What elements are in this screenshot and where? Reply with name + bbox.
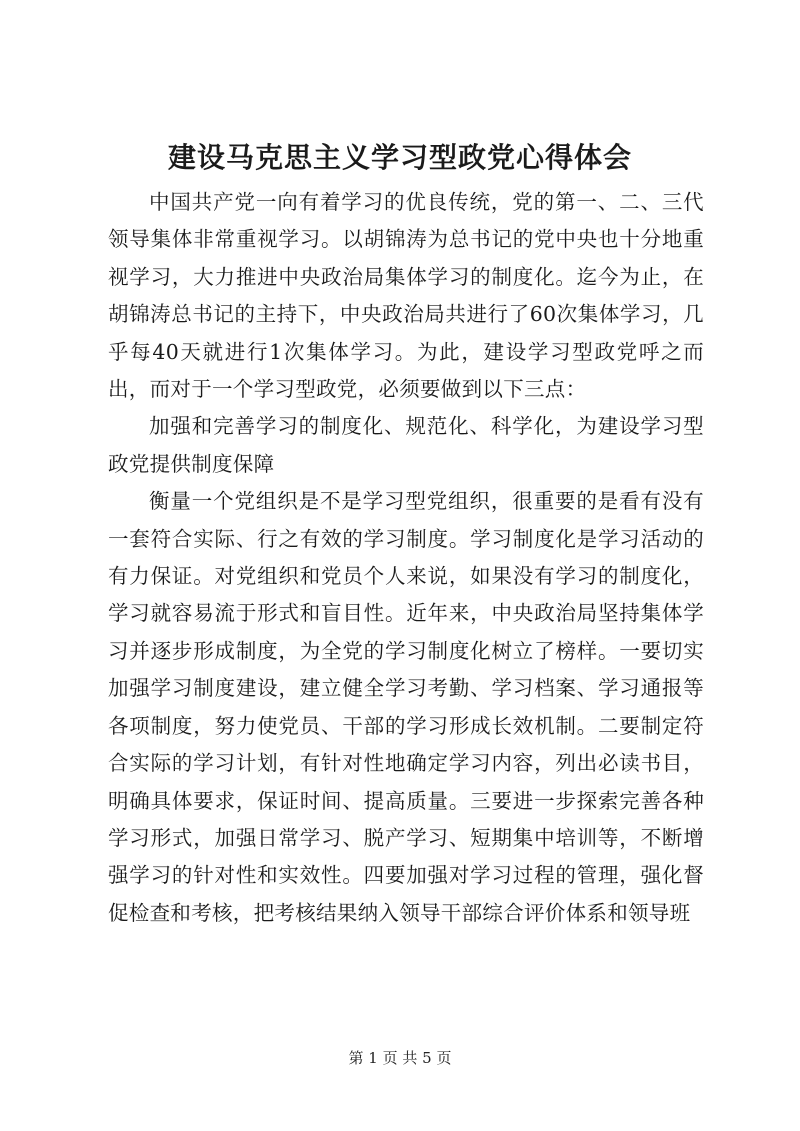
page-number-footer: 第 1 页 共 5 页 bbox=[348, 1049, 452, 1067]
document-title: 建设马克思主义学习型政党心得体会 bbox=[167, 141, 632, 174]
paragraph-intro: 中国共产党一向有着学习的优良传统，党的第一、二、三代领导集体非常重视学习。以胡锦涛为总书记的党中央也十分地重视学习，大力推进中央政治局集体学习的制度化。迄今为止，在胡锦涛总书记的主持下，中央政治局共进行了60次集体学习，几乎每40天就进行1次集体学习。为此，建设学习型政党呼之而出，而对于一个学习型政党，必须要做到以下三点： bbox=[108, 190, 704, 402]
paragraph-point-one-detail: 衡量一个党组织是不是学习型党组织，很重要的是看有没有一套符合实际、行之有效的学习制度。学习制度化是学习活动的有力保证。对党组织和党员个人来说，如果没有学习的制度化，学习就容易流于形式和盲目性。近年来，中央政治局坚持集体学习并逐步形成制度，为全党的学习制度化树立了榜样。一要切实加强学习制度建设，建立健全学习考勤、学习档案、学习通报等各项制度，努力使党员、干部的学习形成长效机制。二要制定符合实际的学习计划，有针对性地确定学习内容，列出必读书目，明确具体要求，保证时间、提高质量。三要进一步探索完善各种学习形式，加强日常学习、脱产学习、短期集中培训等，不断增强学习的针对性和实效性。四要加强对学习过程的管理，强化督促检查和考核，把考核结果纳入领导干部综合评价体系和领导班 bbox=[108, 489, 704, 925]
document-body bbox=[108, 184, 704, 932]
paragraph-heading-point-one: 加强和完善学习的制度化、规范化、科学化，为建设学习型政党提供制度保障 bbox=[108, 414, 704, 476]
